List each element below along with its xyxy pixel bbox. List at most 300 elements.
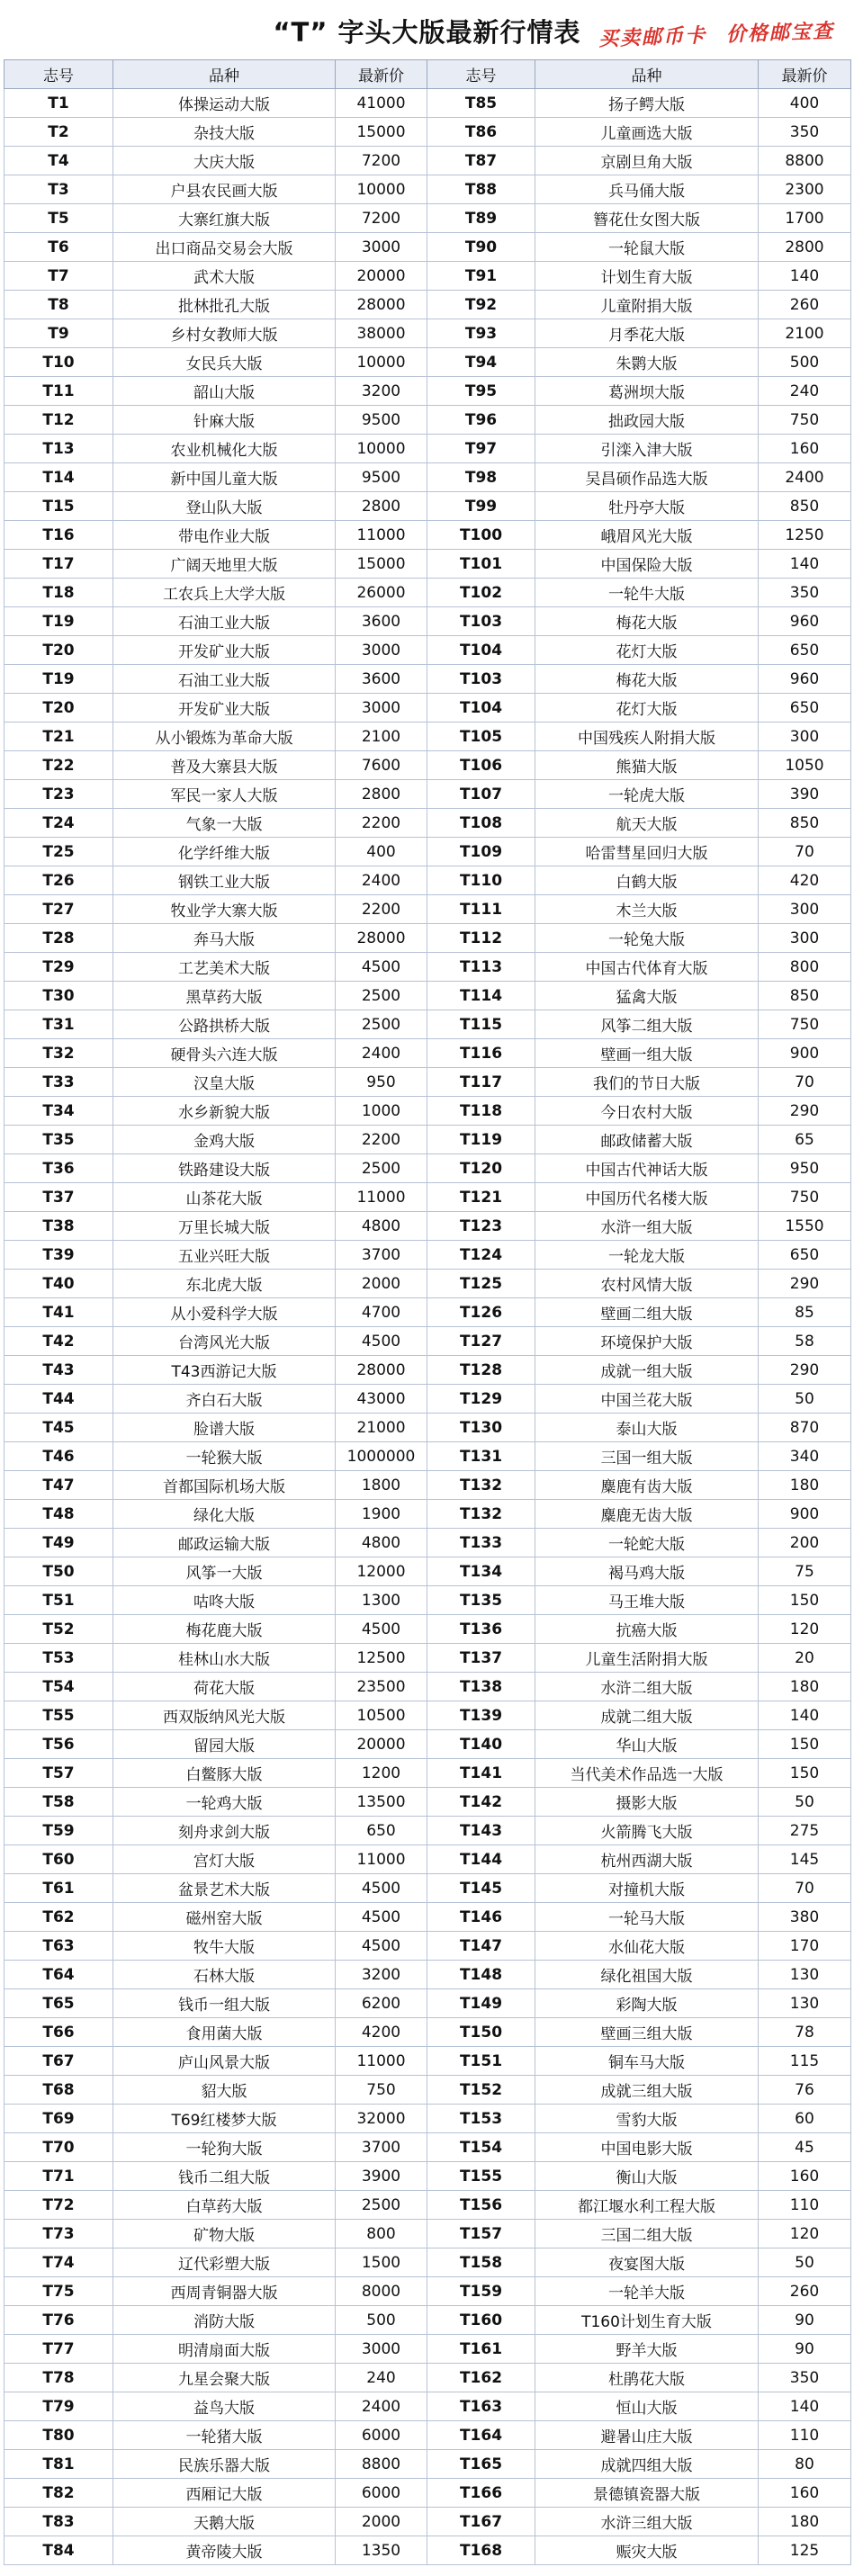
cell-name-2: 一轮羊大版 — [535, 2277, 759, 2306]
column-header-name: 品种 — [113, 60, 336, 89]
table-row — [4, 982, 851, 1010]
cell-price-2: 400 — [759, 89, 851, 118]
cell-price: 10000 — [336, 435, 427, 463]
cell-price: 2200 — [336, 809, 427, 838]
cell-price-2: 750 — [759, 1010, 851, 1039]
cell-code-2: T91 — [427, 262, 535, 291]
table-row — [4, 636, 851, 665]
cell-price: 3000 — [336, 694, 427, 723]
cell-price-2: 125 — [759, 2536, 851, 2565]
cell-name-2: 都江堰水利工程大版 — [535, 2191, 759, 2220]
cell-name: 广阔天地里大版 — [113, 550, 336, 579]
cell-price-2: 850 — [759, 809, 851, 838]
cell-code-2: T103 — [427, 607, 535, 636]
cell-price: 7200 — [336, 147, 427, 175]
cell-code: T11 — [4, 377, 113, 406]
table-row — [4, 147, 851, 175]
cell-name-2: 成就二组大版 — [535, 1701, 759, 1730]
cell-price: 3600 — [336, 607, 427, 636]
cell-name: 宫灯大版 — [113, 1845, 336, 1874]
cell-name: 钢铁工业大版 — [113, 866, 336, 895]
table-row — [4, 2220, 851, 2248]
cell-name-2: 壁画三组大版 — [535, 2018, 759, 2047]
cell-price: 12000 — [336, 1557, 427, 1586]
cell-name: 貂大版 — [113, 2076, 336, 2105]
cell-price: 3900 — [336, 2162, 427, 2191]
table-row — [4, 2392, 851, 2421]
cell-code: T4 — [4, 147, 113, 175]
cell-code: T23 — [4, 780, 113, 809]
cell-name: 公路拱桥大版 — [113, 1010, 336, 1039]
table-row — [4, 1817, 851, 1845]
table-row — [4, 2479, 851, 2508]
cell-code-2: T115 — [427, 1010, 535, 1039]
table-row — [4, 1010, 851, 1039]
cell-code: T26 — [4, 866, 113, 895]
cell-code: T24 — [4, 809, 113, 838]
cell-code-2: T96 — [427, 406, 535, 435]
cell-price: 2400 — [336, 1039, 427, 1068]
cell-name-2: 扬子鳄大版 — [535, 89, 759, 118]
cell-code-2: T140 — [427, 1730, 535, 1759]
cell-name: 梅花鹿大版 — [113, 1615, 336, 1644]
cell-price-2: 390 — [759, 780, 851, 809]
cell-code: T66 — [4, 2018, 113, 2047]
cell-code: T31 — [4, 1010, 113, 1039]
cell-name: 留园大版 — [113, 1730, 336, 1759]
cell-code-2: T135 — [427, 1586, 535, 1615]
table-row — [4, 2364, 851, 2392]
cell-name: 农业机械化大版 — [113, 435, 336, 463]
table-row — [4, 2536, 851, 2565]
cell-code: T21 — [4, 723, 113, 751]
cell-code: T3 — [4, 175, 113, 204]
cell-price-2: 300 — [759, 723, 851, 751]
table-row — [4, 924, 851, 953]
cell-name: 刻舟求剑大版 — [113, 1817, 336, 1845]
cell-price-2: 85 — [759, 1298, 851, 1327]
cell-price-2: 80 — [759, 2450, 851, 2479]
cell-code-2: T165 — [427, 2450, 535, 2479]
cell-name-2: 三国二组大版 — [535, 2220, 759, 2248]
column-header-code: 志号 — [4, 60, 113, 89]
cell-name: 大庆大版 — [113, 147, 336, 175]
cell-name-2: 水浒一组大版 — [535, 1212, 759, 1241]
table-row — [4, 1701, 851, 1730]
cell-code: T74 — [4, 2248, 113, 2277]
cell-price: 3200 — [336, 377, 427, 406]
cell-code-2: T113 — [427, 953, 535, 982]
cell-price: 43000 — [336, 1385, 427, 1414]
cell-code: T19 — [4, 665, 113, 694]
cell-name: 民族乐器大版 — [113, 2450, 336, 2479]
cell-code-2: T138 — [427, 1673, 535, 1701]
cell-name: 石林大版 — [113, 1961, 336, 1989]
cell-name: T43西游记大版 — [113, 1356, 336, 1385]
cell-name-2: 我们的节日大版 — [535, 1068, 759, 1097]
cell-name: 黄帝陵大版 — [113, 2536, 336, 2565]
cell-price-2: 110 — [759, 2421, 851, 2450]
cell-price: 11000 — [336, 1183, 427, 1212]
cell-name-2: 风筝二组大版 — [535, 1010, 759, 1039]
table-header-row — [4, 60, 851, 89]
cell-code-2: T100 — [427, 521, 535, 550]
cell-price-2: 180 — [759, 1471, 851, 1500]
cell-price: 11000 — [336, 1845, 427, 1874]
cell-code: T33 — [4, 1068, 113, 1097]
cell-name-2: 一轮兔大版 — [535, 924, 759, 953]
table-row — [4, 751, 851, 780]
cell-code-2: T146 — [427, 1903, 535, 1932]
cell-price-2: 115 — [759, 2047, 851, 2076]
table-row — [4, 1932, 851, 1961]
cell-code: T68 — [4, 2076, 113, 2105]
cell-code-2: T127 — [427, 1327, 535, 1356]
cell-name-2: 壁画一组大版 — [535, 1039, 759, 1068]
cell-code: T67 — [4, 2047, 113, 2076]
cell-code-2: T99 — [427, 492, 535, 521]
cell-name: 益鸟大版 — [113, 2392, 336, 2421]
cell-code-2: T105 — [427, 723, 535, 751]
cell-code: T1 — [4, 89, 113, 118]
cell-price: 2500 — [336, 1010, 427, 1039]
cell-code-2: T154 — [427, 2133, 535, 2162]
cell-name: 山茶花大版 — [113, 1183, 336, 1212]
cell-price-2: 50 — [759, 2248, 851, 2277]
cell-price-2: 960 — [759, 665, 851, 694]
cell-code-2: T161 — [427, 2335, 535, 2364]
cell-name-2: 梅花大版 — [535, 607, 759, 636]
cell-price: 10000 — [336, 348, 427, 377]
cell-price-2: 750 — [759, 1183, 851, 1212]
cell-name-2: 中国历代名楼大版 — [535, 1183, 759, 1212]
cell-price-2: 950 — [759, 1154, 851, 1183]
cell-price-2: 130 — [759, 1961, 851, 1989]
cell-code-2: T98 — [427, 463, 535, 492]
cell-code-2: T110 — [427, 866, 535, 895]
cell-name: 军民一家人大版 — [113, 780, 336, 809]
cell-name: 一轮猪大版 — [113, 2421, 336, 2450]
cell-code: T6 — [4, 233, 113, 262]
cell-code: T52 — [4, 1615, 113, 1644]
cell-code: T59 — [4, 1817, 113, 1845]
cell-price-2: 150 — [759, 1759, 851, 1788]
cell-price: 3700 — [336, 1241, 427, 1270]
cell-price: 38000 — [336, 319, 427, 348]
cell-name: 钱币二组大版 — [113, 2162, 336, 2191]
cell-price-2: 140 — [759, 550, 851, 579]
cell-name: 针麻大版 — [113, 406, 336, 435]
table-row — [4, 319, 851, 348]
cell-price-2: 290 — [759, 1356, 851, 1385]
cell-price-2: 120 — [759, 2220, 851, 2248]
cell-code: T47 — [4, 1471, 113, 1500]
table-row — [4, 1270, 851, 1298]
cell-code: T54 — [4, 1673, 113, 1701]
cell-code: T58 — [4, 1788, 113, 1817]
cell-name: 石油工业大版 — [113, 665, 336, 694]
cell-name-2: 绿化祖国大版 — [535, 1961, 759, 1989]
cell-code: T61 — [4, 1874, 113, 1903]
table-row — [4, 607, 851, 636]
cell-name-2: 一轮鼠大版 — [535, 233, 759, 262]
cell-name-2: 儿童附捐大版 — [535, 291, 759, 319]
cell-name-2: 京剧旦角大版 — [535, 147, 759, 175]
table-row — [4, 233, 851, 262]
cell-name-2: 环境保护大版 — [535, 1327, 759, 1356]
table-row — [4, 435, 851, 463]
cell-price: 3000 — [336, 2335, 427, 2364]
table-row — [4, 550, 851, 579]
cell-price-2: 180 — [759, 1673, 851, 1701]
table-row — [4, 1644, 851, 1673]
table-row — [4, 2248, 851, 2277]
table-row — [4, 1327, 851, 1356]
table-row — [4, 694, 851, 723]
cell-price: 12500 — [336, 1644, 427, 1673]
cell-price-2: 145 — [759, 1845, 851, 1874]
cell-code-2: T149 — [427, 1989, 535, 2018]
cell-code: T64 — [4, 1961, 113, 1989]
cell-name-2: 恒山大版 — [535, 2392, 759, 2421]
cell-name-2: 儿童生活附捐大版 — [535, 1644, 759, 1673]
table-row — [4, 1730, 851, 1759]
cell-code-2: T163 — [427, 2392, 535, 2421]
cell-code-2: T168 — [427, 2536, 535, 2565]
cell-code-2: T118 — [427, 1097, 535, 1126]
table-row — [4, 2450, 851, 2479]
cell-name-2: 木兰大版 — [535, 895, 759, 924]
cell-name-2: 中国兰花大版 — [535, 1385, 759, 1414]
cell-name-2: 水仙花大版 — [535, 1932, 759, 1961]
cell-code-2: T151 — [427, 2047, 535, 2076]
table-row — [4, 2047, 851, 2076]
cell-price: 3000 — [336, 233, 427, 262]
cell-price: 1000 — [336, 1097, 427, 1126]
cell-code-2: T111 — [427, 895, 535, 924]
cell-code: T19 — [4, 607, 113, 636]
cell-name-2: 杭州西湖大版 — [535, 1845, 759, 1874]
cell-price: 2500 — [336, 2191, 427, 2220]
slogan-right: 价格邮宝查 — [725, 19, 835, 47]
cell-price: 9500 — [336, 463, 427, 492]
cell-price: 2800 — [336, 492, 427, 521]
cell-price-2: 290 — [759, 1097, 851, 1126]
cell-name: T69红楼梦大版 — [113, 2105, 336, 2133]
cell-code-2: T109 — [427, 838, 535, 866]
cell-code: T76 — [4, 2306, 113, 2335]
table-row — [4, 2335, 851, 2364]
table-row — [4, 2306, 851, 2335]
cell-name-2: 邮政储蓄大版 — [535, 1126, 759, 1154]
cell-name: 九星会聚大版 — [113, 2364, 336, 2392]
cell-code-2: T90 — [427, 233, 535, 262]
cell-code: T27 — [4, 895, 113, 924]
cell-name-2: 麋鹿无齿大版 — [535, 1500, 759, 1529]
table-row — [4, 809, 851, 838]
table-row — [4, 1126, 851, 1154]
cell-code: T13 — [4, 435, 113, 463]
cell-code: T17 — [4, 550, 113, 579]
cell-name: 五业兴旺大版 — [113, 1241, 336, 1270]
cell-price: 1350 — [336, 2536, 427, 2565]
cell-price-2: 650 — [759, 694, 851, 723]
cell-name: 白鳖豚大版 — [113, 1759, 336, 1788]
table-row — [4, 377, 851, 406]
cell-name-2: 对撞机大版 — [535, 1874, 759, 1903]
cell-name: 庐山风景大版 — [113, 2047, 336, 2076]
table-row — [4, 2421, 851, 2450]
cell-price-2: 180 — [759, 2508, 851, 2536]
cell-code-2: T103 — [427, 665, 535, 694]
cell-name: 风筝一大版 — [113, 1557, 336, 1586]
cell-price: 21000 — [336, 1414, 427, 1442]
cell-name: 批林批孔大版 — [113, 291, 336, 319]
table-row — [4, 1673, 851, 1701]
table-row — [4, 1154, 851, 1183]
cell-price: 3600 — [336, 665, 427, 694]
table-row — [4, 118, 851, 147]
cell-name: 铁路建设大版 — [113, 1154, 336, 1183]
cell-price: 2500 — [336, 982, 427, 1010]
cell-code-2: T121 — [427, 1183, 535, 1212]
cell-name: 盆景艺术大版 — [113, 1874, 336, 1903]
cell-name: 矿物大版 — [113, 2220, 336, 2248]
cell-name: 万里长城大版 — [113, 1212, 336, 1241]
cell-name: 乡村女教师大版 — [113, 319, 336, 348]
cell-name-2: 赈灾大版 — [535, 2536, 759, 2565]
cell-code-2: T167 — [427, 2508, 535, 2536]
cell-name-2: 梅花大版 — [535, 665, 759, 694]
table-row — [4, 1903, 851, 1932]
cell-name-2: 水浒三组大版 — [535, 2508, 759, 2536]
cell-code-2: T132 — [427, 1500, 535, 1529]
table-row — [4, 1961, 851, 1989]
cell-name-2: 泰山大版 — [535, 1414, 759, 1442]
cell-price-2: 240 — [759, 377, 851, 406]
cell-price-2: 340 — [759, 1442, 851, 1471]
cell-code-2: T131 — [427, 1442, 535, 1471]
cell-name: 牧牛大版 — [113, 1932, 336, 1961]
cell-price: 13500 — [336, 1788, 427, 1817]
cell-price-2: 260 — [759, 291, 851, 319]
cell-code: T77 — [4, 2335, 113, 2364]
cell-price: 11000 — [336, 2047, 427, 2076]
cell-price-2: 90 — [759, 2335, 851, 2364]
cell-name: 带电作业大版 — [113, 521, 336, 550]
cell-price: 3700 — [336, 2133, 427, 2162]
cell-price-2: 850 — [759, 982, 851, 1010]
cell-price-2: 58 — [759, 1327, 851, 1356]
cell-code: T14 — [4, 463, 113, 492]
cell-price: 4500 — [336, 953, 427, 982]
table-row — [4, 2162, 851, 2191]
cell-price-2: 70 — [759, 1068, 851, 1097]
cell-name: 齐白石大版 — [113, 1385, 336, 1414]
cell-price: 7600 — [336, 751, 427, 780]
cell-name-2: 簪花仕女图大版 — [535, 204, 759, 233]
cell-name: 桂林山水大版 — [113, 1644, 336, 1673]
cell-code: T34 — [4, 1097, 113, 1126]
cell-price: 1200 — [336, 1759, 427, 1788]
table-row — [4, 521, 851, 550]
cell-name: 气象一大版 — [113, 809, 336, 838]
cell-code-2: T126 — [427, 1298, 535, 1327]
cell-code-2: T89 — [427, 204, 535, 233]
cell-code-2: T148 — [427, 1961, 535, 1989]
cell-price-2: 200 — [759, 1529, 851, 1557]
cell-code-2: T153 — [427, 2105, 535, 2133]
cell-name: 邮政运输大版 — [113, 1529, 336, 1557]
table-row — [4, 1557, 851, 1586]
cell-name-2: 铜车马大版 — [535, 2047, 759, 2076]
cell-price-2: 290 — [759, 1270, 851, 1298]
cell-code-2: T145 — [427, 1874, 535, 1903]
cell-price: 750 — [336, 2076, 427, 2105]
cell-name: 西周青铜器大版 — [113, 2277, 336, 2306]
cell-price: 4700 — [336, 1298, 427, 1327]
cell-code: T5 — [4, 204, 113, 233]
cell-code-2: T141 — [427, 1759, 535, 1788]
cell-code: T84 — [4, 2536, 113, 2565]
cell-code-2: T107 — [427, 780, 535, 809]
cell-name-2: 避暑山庄大版 — [535, 2421, 759, 2450]
cell-name-2: 野羊大版 — [535, 2335, 759, 2364]
cell-price-2: 150 — [759, 1730, 851, 1759]
cell-code: T25 — [4, 838, 113, 866]
cell-code: T35 — [4, 1126, 113, 1154]
cell-code: T50 — [4, 1557, 113, 1586]
table-row — [4, 1097, 851, 1126]
table-row — [4, 406, 851, 435]
cell-code-2: T93 — [427, 319, 535, 348]
cell-code: T20 — [4, 636, 113, 665]
cell-price: 8800 — [336, 2450, 427, 2479]
cell-name-2: 兵马俑大版 — [535, 175, 759, 204]
cell-code: T41 — [4, 1298, 113, 1327]
cell-name: 消防大版 — [113, 2306, 336, 2335]
cell-price-2: 1250 — [759, 521, 851, 550]
cell-code: T7 — [4, 262, 113, 291]
cell-code-2: T128 — [427, 1356, 535, 1385]
cell-name-2: T160计划生育大版 — [535, 2306, 759, 2335]
cell-price: 4500 — [336, 1327, 427, 1356]
cell-code-2: T125 — [427, 1270, 535, 1298]
cell-code-2: T159 — [427, 2277, 535, 2306]
cell-price: 3000 — [336, 636, 427, 665]
table-row — [4, 1068, 851, 1097]
table-row — [4, 492, 851, 521]
cell-code-2: T112 — [427, 924, 535, 953]
cell-name-2: 牡丹亭大版 — [535, 492, 759, 521]
cell-price-2: 76 — [759, 2076, 851, 2105]
cell-price: 6000 — [336, 2421, 427, 2450]
table-row — [4, 953, 851, 982]
cell-name-2: 今日农村大版 — [535, 1097, 759, 1126]
table-row — [4, 463, 851, 492]
table-row — [4, 1874, 851, 1903]
cell-name: 绿化大版 — [113, 1500, 336, 1529]
table-row — [4, 1845, 851, 1874]
cell-price-2: 70 — [759, 838, 851, 866]
table-row — [4, 1385, 851, 1414]
cell-code: T22 — [4, 751, 113, 780]
cell-price: 8000 — [336, 2277, 427, 2306]
cell-code: T16 — [4, 521, 113, 550]
cell-price-2: 350 — [759, 579, 851, 607]
table-row — [4, 2277, 851, 2306]
cell-name: 天鹅大版 — [113, 2508, 336, 2536]
